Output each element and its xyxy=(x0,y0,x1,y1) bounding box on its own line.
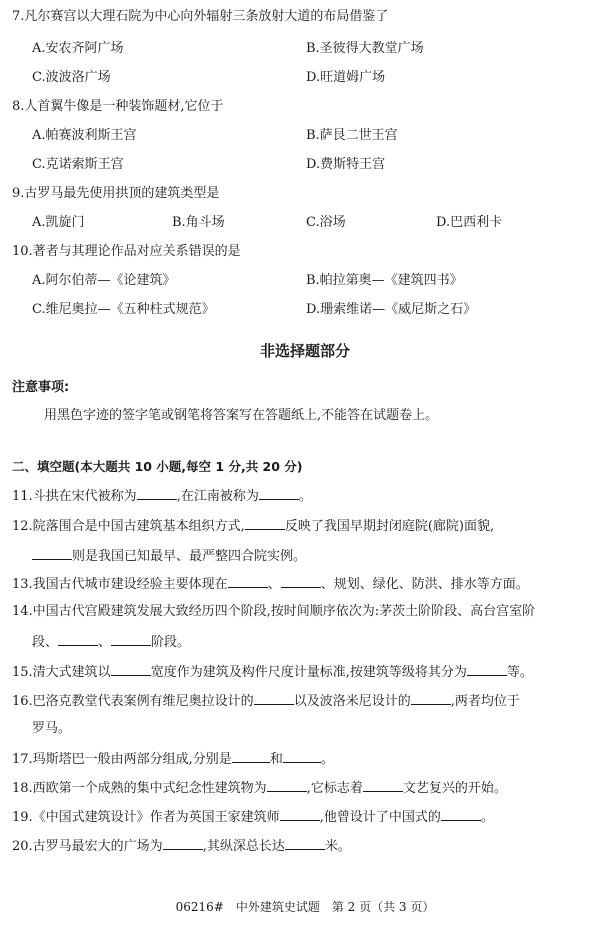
q9-option-d: D.巴西利卡 xyxy=(436,215,503,230)
q9-option-b: B.角斗场 xyxy=(172,215,225,230)
notice-body: 用黑色字迹的签字笔或钢笔将答案写在答题纸上,不能答在试题卷上。 xyxy=(44,408,439,423)
section-heading: 非选择题部分 xyxy=(259,342,350,360)
question-13: 13.我国古代城市建设经验主要体现在 、 、规划、绿化、防洪、排水等方面。 xyxy=(12,574,529,594)
q10-option-a: A.阿尔伯蒂—《论建筑》 xyxy=(32,273,176,288)
answer-blank xyxy=(111,632,151,646)
q8-option-a: A.帕赛波利斯王宫 xyxy=(32,128,137,143)
q7-option-d: D.旺道姆广场 xyxy=(306,70,386,85)
answer-blank xyxy=(58,632,98,646)
q7-option-a: A.安农齐阿广场 xyxy=(32,41,124,56)
q8-option-b: B.萨艮二世王宫 xyxy=(306,128,398,143)
answer-blank xyxy=(245,516,285,530)
question-8: 8.人首翼牛像是一种装饰题材,它位于 xyxy=(12,99,224,114)
answer-blank xyxy=(232,749,270,763)
answer-blank xyxy=(441,807,481,821)
q9-option-c: C.浴场 xyxy=(306,215,346,230)
answer-blank xyxy=(281,574,321,588)
q7-option-b: B.圣彼得大教堂广场 xyxy=(306,41,424,56)
answer-blank xyxy=(363,778,403,792)
answer-blank xyxy=(467,662,507,676)
question-15: 15.清大式建筑以 宽度作为建筑及构件尺度计量标准,按建筑等级将其分为 等。 xyxy=(12,662,533,682)
answer-blank xyxy=(137,486,177,500)
question-7: 7.凡尔赛宫以大理石院为中心向外辐射三条放射大道的布局借鉴了 xyxy=(12,9,389,24)
question-12: 12.院落围合是中国古建筑基本组织方式, 反映了我国早期封闭庭院(廊院)面貌, xyxy=(12,516,494,536)
q9-option-a: A.凯旋门 xyxy=(32,215,85,230)
question-14: 14.中国古代宫殿建筑发展大致经历四个阶段,按时间顺序依次为:茅茨土阶阶段、高台宫室阶 xyxy=(12,604,536,619)
question-16: 16.巴洛克教堂代表案例有维尼奥拉设计的 以及波洛米尼设计的 ,两者均位于 xyxy=(12,691,520,711)
question-16-continued: 罗马。 xyxy=(32,721,72,736)
question-11: 11.斗拱在宋代被称为 ,在江南被称为 。 xyxy=(12,486,312,506)
question-19: 19.《中国式建筑设计》作者为英国王家建筑师 ,他曾设计了中国式的 。 xyxy=(12,807,494,827)
answer-blank xyxy=(285,836,325,850)
notice-title: 注意事项: xyxy=(12,380,70,395)
question-14-continued: 段、 、 阶段。 xyxy=(32,632,190,652)
answer-blank xyxy=(259,486,299,500)
answer-blank xyxy=(267,778,307,792)
question-20: 20.古罗马最宏大的广场为 ,其纵深总长达 米。 xyxy=(12,836,351,856)
question-9: 9.古罗马最先使用拱顶的建筑类型是 xyxy=(12,186,220,201)
question-12-continued: 则是我国已知最早、最严整四合院实例。 xyxy=(32,546,306,566)
answer-blank xyxy=(32,546,72,560)
q10-option-c: C.维尼奥拉—《五种柱式规范》 xyxy=(32,302,215,317)
fill-section-title: 二、填空题(本大题共 10 小题,每空 1 分,共 20 分) xyxy=(12,459,303,474)
q8-option-c: C.克诺索斯王宫 xyxy=(32,157,124,172)
answer-blank xyxy=(283,749,321,763)
question-18: 18.西欧第一个成熟的集中式纪念性建筑物为 ,它标志着 文艺复兴的开始。 xyxy=(12,778,507,798)
page-footer: 06216# 中外建筑史试题 第 2 页（共 3 页） xyxy=(175,900,435,914)
answer-blank xyxy=(163,836,203,850)
q10-option-b: B.帕拉第奥—《建筑四书》 xyxy=(306,273,463,288)
answer-blank xyxy=(111,662,151,676)
question-17: 17.玛斯塔巴一般由两部分组成,分别是 和 。 xyxy=(12,749,334,769)
answer-blank xyxy=(228,574,268,588)
answer-blank xyxy=(280,807,320,821)
answer-blank xyxy=(254,691,294,705)
q8-option-d: D.费斯特王宫 xyxy=(306,157,386,172)
question-10: 10.著者与其理论作品对应关系错误的是 xyxy=(12,244,241,259)
answer-blank xyxy=(411,691,451,705)
q7-option-c: C.波波洛广场 xyxy=(32,70,111,85)
q10-option-d: D.珊索维诺—《威尼斯之石》 xyxy=(306,302,477,317)
